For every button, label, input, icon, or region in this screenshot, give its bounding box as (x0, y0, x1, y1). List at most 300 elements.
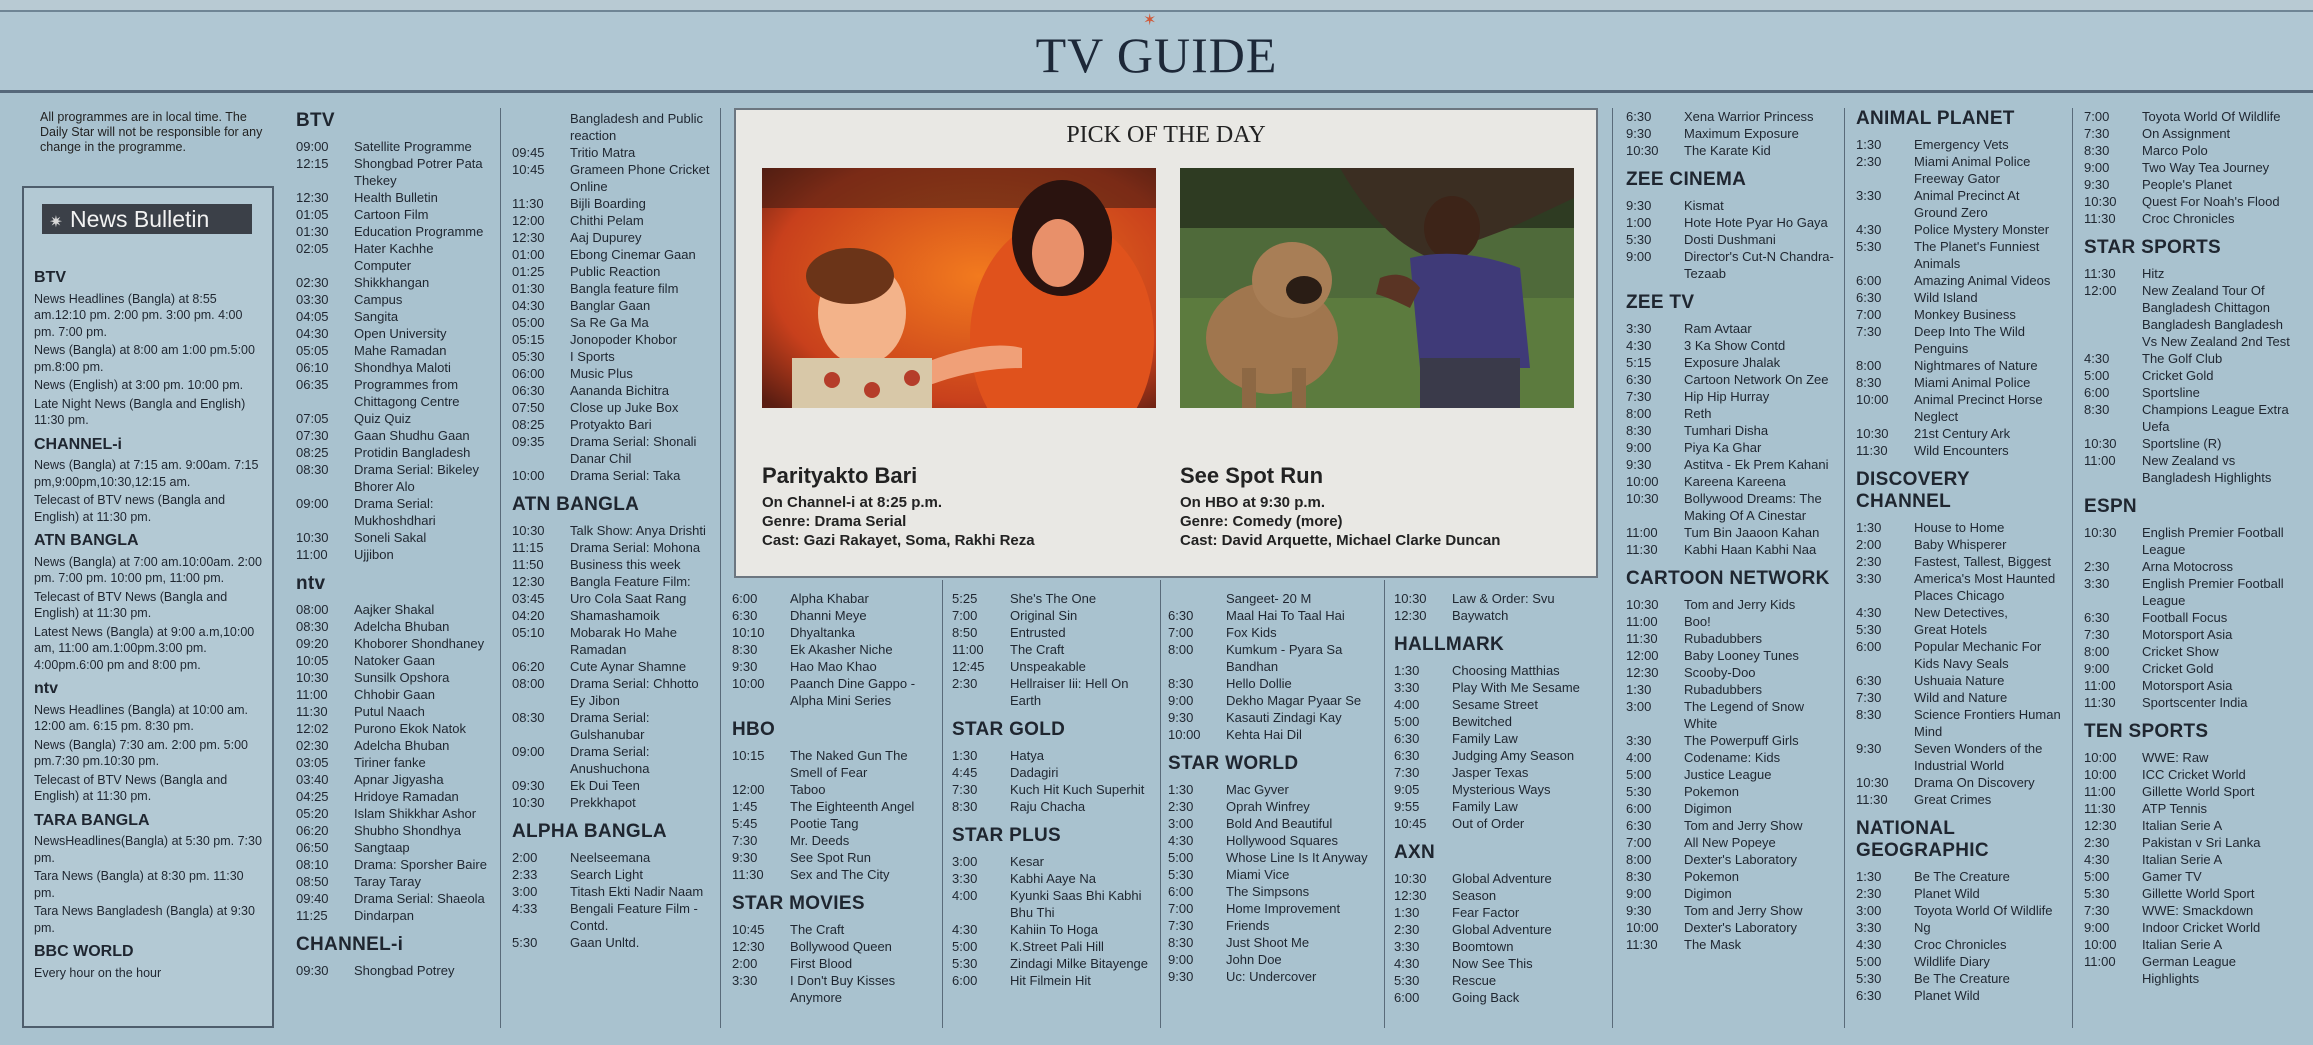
schedule-row (2084, 384, 2294, 401)
show-time: 8:30 (1626, 423, 1652, 438)
schedule-row (296, 652, 490, 669)
show-title: Global Adventure (1452, 922, 1552, 937)
show-time: 5:00 (1856, 954, 1882, 969)
schedule-row (732, 624, 932, 641)
show-title: Sangita (354, 309, 399, 324)
show-title: I Don't Buy Kisses Anymore (790, 973, 896, 1005)
show-title: Close up Juke Box (570, 400, 679, 415)
show-title: Motorsport Asia (2142, 678, 2233, 693)
schedule-row (1626, 125, 1836, 142)
show-time: 6:00 (2084, 385, 2110, 400)
show-time: 8:30 (2084, 143, 2110, 158)
schedule-row (1394, 815, 1604, 832)
show-title: Bollywood Queen (790, 939, 892, 954)
schedule-row (2084, 643, 2294, 660)
schedule-column-5 (1168, 590, 1378, 985)
schedule-row (1856, 323, 2064, 357)
show-time: 11:00 (2084, 678, 2116, 693)
show-time: 9:30 (1168, 969, 1194, 984)
bulletin-station-btv: BTV (34, 269, 66, 286)
bulletin-item: News (Bangla) at 7:15 am. 9:00am. 7:15 pm,9:00pm,10:30,12:15 am. (34, 458, 259, 489)
schedule-row (952, 972, 1152, 989)
schedule-row (1626, 647, 1836, 664)
schedule-row (1626, 834, 1836, 851)
show-time: 10:30 (1856, 426, 1889, 441)
show-title: Protyakto Bari (570, 417, 652, 432)
show-time: 11:00 (2084, 453, 2116, 468)
schedule-row (512, 314, 712, 331)
show-time: 5:00 (1168, 850, 1194, 865)
show-time: 6:30 (1856, 290, 1882, 305)
show-title: Taray Taray (354, 874, 421, 889)
show-title: Sangeet- 20 M (1226, 591, 1312, 606)
show-title: Unspeakable (1010, 659, 1086, 674)
show-time: 08:00 (296, 602, 329, 617)
show-title: Tritio Matra (570, 145, 636, 160)
schedule-row (1626, 354, 1836, 371)
schedule-row (2084, 125, 2294, 142)
show-title: Hridoye Ramadan (354, 789, 459, 804)
show-title: Chhobir Gaan (354, 687, 435, 702)
schedule-row (512, 331, 712, 348)
show-time: 9:00 (2084, 160, 2110, 175)
show-time: 11:00 (2084, 784, 2116, 799)
schedule-row (732, 921, 932, 938)
show-time: 09:35 (512, 434, 545, 449)
schedule-row (512, 900, 712, 934)
show-time: 1:30 (1856, 869, 1882, 884)
show-title: Talk Show: Anya Drishti (570, 523, 706, 538)
schedule-row (2084, 902, 2294, 919)
show-time: 6:30 (1394, 731, 1420, 746)
schedule-row (512, 658, 712, 675)
show-title: Pokemon (1684, 784, 1739, 799)
show-title: Global Adventure (1452, 871, 1552, 886)
show-time: 01:30 (296, 224, 329, 239)
show-time: 8:30 (1168, 676, 1194, 691)
show-time: 10:30 (2084, 194, 2117, 209)
show-title: ATP Tennis (2142, 801, 2208, 816)
show-time: 09:00 (512, 744, 545, 759)
show-title: Two Way Tea Journey (2142, 160, 2270, 175)
show-title: Fastest, Tallest, Biggest (1914, 554, 2052, 569)
schedule-row (2084, 936, 2294, 953)
schedule-row (2084, 800, 2294, 817)
show-title: Xena Warrior Princess (1684, 109, 1814, 124)
show-time: 5:30 (1626, 784, 1652, 799)
show-time: 7:00 (952, 608, 978, 623)
show-time: 10:45 (1394, 816, 1427, 831)
show-time: 09:30 (512, 778, 545, 793)
schedule-row (2084, 677, 2294, 694)
show-title: Toyota World Of Wildlife (1914, 903, 2053, 918)
schedule-column-7 (1626, 108, 1836, 953)
show-time: 7:30 (2084, 126, 2110, 141)
show-time: 11:30 (1856, 792, 1888, 807)
show-title: Croc Chronicles (1914, 937, 2007, 952)
schedule-row (952, 590, 1152, 607)
show-time: 3:00 (1626, 699, 1652, 714)
show-title: Paanch Dine Gappo - Alpha Mini Series (790, 676, 916, 708)
bulletin-item: Tara News Bangladesh (Bangla) at 9:30 pm. (34, 904, 255, 935)
schedule-row (296, 703, 490, 720)
disclaimer: All programmes are in local time. The Daily Star will not be responsible for any change in the programme. (40, 110, 263, 154)
show-time: 4:00 (1394, 697, 1420, 712)
show-time: 05:15 (512, 332, 545, 347)
schedule-row (1626, 197, 1836, 214)
show-title: Public Reaction (570, 264, 661, 279)
schedule-row (2084, 609, 2294, 626)
schedule-row (2084, 783, 2294, 800)
show-title: Tumhari Disha (1684, 423, 1769, 438)
schedule-row (512, 416, 712, 433)
schedule-row (1856, 919, 2064, 936)
schedule-row (296, 359, 490, 376)
schedule-row (512, 556, 712, 573)
schedule-row (952, 675, 1152, 709)
schedule-row (1394, 764, 1604, 781)
show-time: 7:30 (2084, 627, 2110, 642)
schedule-row (1394, 887, 1604, 904)
show-title: Banglar Gaan (570, 298, 651, 313)
show-time: 12:30 (1394, 888, 1427, 903)
show-time: 6:30 (1168, 608, 1194, 623)
show-title: Hellraiser Iii: Hell On Earth (1010, 676, 1129, 708)
schedule-row (296, 342, 490, 359)
schedule-row (296, 890, 490, 907)
show-time: 3:00 (952, 854, 978, 869)
show-title: Baby Looney Tunes (1684, 648, 1799, 663)
show-time: 9:00 (1168, 693, 1194, 708)
schedule-row (1856, 221, 2064, 238)
show-time: 12:45 (952, 659, 985, 674)
show-title: Drama Serial: Gulshanubar (570, 710, 650, 742)
show-title: Chithi Pelam (570, 213, 644, 228)
show-title: Justice League (1684, 767, 1772, 782)
show-title: Kyunki Saas Bhi Kabhi Bhu Thi (1010, 888, 1142, 920)
show-time: 05:10 (512, 625, 545, 640)
show-time: 04:05 (296, 309, 329, 324)
show-time: 03:30 (296, 292, 329, 307)
schedule-row (1626, 885, 1836, 902)
schedule-row (512, 573, 712, 590)
show-title: Out of Order (1452, 816, 1525, 831)
show-title: Ushuaia Nature (1914, 673, 2005, 688)
show-time: 4:30 (1856, 937, 1882, 952)
show-time: 05:05 (296, 343, 329, 358)
show-title: Rubadubbers (1684, 682, 1763, 697)
show-time: 5:30 (512, 935, 538, 950)
schedule-column-4 (952, 590, 1152, 989)
show-time: 5:25 (952, 591, 978, 606)
show-title: Kuch Hit Kuch Superhit (1010, 782, 1145, 797)
show-title: Alpha Khabar (790, 591, 869, 606)
schedule-row (952, 624, 1152, 641)
schedule-row (296, 206, 490, 223)
channel-heading-cartoon-network: CARTOON NETWORK (1626, 568, 1830, 589)
bulletin-station-atn-bangla: ATN BANGLA (34, 532, 139, 549)
show-time: 04:30 (296, 326, 329, 341)
show-time: 04:25 (296, 789, 329, 804)
show-title: Drama Serial: Shaeola (354, 891, 485, 906)
column-divider (1160, 580, 1161, 1028)
show-time: 6:00 (1856, 639, 1882, 654)
show-title: Tum Bin Jaaoon Kahan (1684, 525, 1820, 540)
schedule-row (1168, 815, 1378, 832)
show-time: 09:40 (296, 891, 329, 906)
schedule-row (512, 883, 712, 900)
show-time: 10:00 (1168, 727, 1201, 742)
show-title: Ek Akasher Niche (790, 642, 893, 657)
schedule-row (512, 161, 712, 195)
show-title: Prekkhapot (570, 795, 636, 810)
schedule-row (1856, 238, 2064, 272)
show-title: Tom and Jerry Show (1684, 903, 1803, 918)
schedule-row (1168, 832, 1378, 849)
show-time (512, 110, 570, 144)
schedule-row (1626, 405, 1836, 422)
show-title: Jonopoder Khobor (570, 332, 677, 347)
schedule-row (1168, 675, 1378, 692)
schedule-row (512, 866, 712, 883)
schedule-row (732, 675, 932, 709)
show-title: First Blood (790, 956, 853, 971)
show-title: Adelcha Bhuban (354, 619, 450, 634)
schedule-row (1626, 337, 1836, 354)
show-title: Mysterious Ways (1452, 782, 1551, 797)
show-time: 5:00 (2084, 869, 2110, 884)
schedule-row (1626, 439, 1836, 456)
schedule-row (512, 246, 712, 263)
bulletin-station-bbc-world: BBC WORLD (34, 943, 134, 960)
show-title: Director's Cut-N Chandra-Tezaab (1684, 249, 1834, 281)
news-bulletin-title: News Bulletin (70, 206, 210, 232)
show-title: Baby Whisperer (1914, 537, 2007, 552)
show-time: 7:00 (1626, 835, 1652, 850)
schedule-column-1 (296, 110, 490, 979)
show-title: Drama Serial: Taka (570, 468, 681, 483)
pick-item-title: See Spot Run (1180, 463, 1324, 488)
show-time: 3:30 (1856, 188, 1882, 203)
show-title: Apnar Jigyasha (354, 772, 444, 787)
schedule-row (1856, 868, 2064, 885)
show-title: Soneli Sakal (354, 530, 427, 545)
channel-heading-hbo: HBO (732, 719, 776, 740)
show-time: 3:30 (1626, 321, 1652, 336)
schedule-row (732, 955, 932, 972)
show-time: 10:30 (1394, 871, 1427, 886)
schedule-row (1856, 306, 2064, 323)
show-time: 5:30 (1394, 973, 1420, 988)
channel-heading-alpha-bangla: ALPHA BANGLA (512, 821, 667, 842)
show-time: 11:00 (1626, 614, 1658, 629)
show-time: 9:30 (732, 850, 758, 865)
bulletin-item: Tara News (Bangla) at 8:30 pm. 11:30 pm. (34, 869, 244, 900)
show-time: 9:00 (1168, 952, 1194, 967)
schedule-row (1626, 596, 1836, 613)
schedule-row (1856, 706, 2064, 740)
schedule-row (1856, 621, 2064, 638)
show-time: 02:30 (296, 275, 329, 290)
schedule-column-6 (1394, 590, 1604, 1006)
show-title: Dosti Dushmani (1684, 232, 1776, 247)
show-title: Shongbad Potrer Pata Thekey (354, 156, 483, 188)
show-title: Law & Order: Svu (1452, 591, 1555, 606)
column-divider (942, 580, 943, 1028)
schedule-row (296, 635, 490, 652)
schedule-row (732, 607, 932, 624)
show-time: 10:00 (2084, 750, 2117, 765)
schedule-row (2084, 953, 2294, 987)
pick-item-genre: Genre: Comedy (more) (1180, 513, 1343, 530)
show-title: The Powerpuff Girls (1684, 733, 1799, 748)
show-title: Motorsport Asia (2142, 627, 2233, 642)
schedule-row (952, 887, 1152, 921)
schedule-row (2084, 851, 2294, 868)
channel-heading-star-world: STAR WORLD (1168, 753, 1299, 774)
show-title: Family Law (1452, 731, 1518, 746)
show-time: 3:30 (2084, 576, 2110, 591)
bulletin-item: Telecast of BTV News (Bangla and English) at 11:30 pm. (34, 589, 228, 620)
schedule-column-9 (2084, 108, 2294, 987)
show-time: 1:30 (1856, 520, 1882, 535)
show-title: Hatya (1010, 748, 1044, 763)
schedule-row (512, 794, 712, 811)
show-title: Play With Me Sesame (1452, 680, 1580, 695)
show-title: Gillette World Sport (2142, 886, 2255, 901)
show-title: Kabhi Haan Kabhi Naa (1684, 542, 1817, 557)
schedule-row (1856, 953, 2064, 970)
schedule-row (1626, 749, 1836, 766)
show-title: Reth (1684, 406, 1712, 421)
schedule-row (1856, 672, 2064, 689)
schedule-row (732, 658, 932, 675)
show-title: Hater Kachhe Computer (354, 241, 434, 273)
schedule-row (1394, 590, 1604, 607)
show-title: Wild Island (1914, 290, 1978, 305)
show-title: Bangladesh and Public reaction (570, 111, 703, 143)
bulletin-item: Every hour on the hour (34, 965, 162, 980)
schedule-row (512, 297, 712, 314)
schedule-row (296, 873, 490, 890)
show-title: Zindagi Milke Bitayenge (1010, 956, 1149, 971)
schedule-row (1168, 641, 1378, 675)
show-title: Wild and Nature (1914, 690, 2008, 705)
schedule-row (1394, 921, 1604, 938)
show-title: Piya Ka Ghar (1684, 440, 1762, 455)
column-divider (1844, 108, 1845, 1028)
schedule-row (2084, 193, 2294, 210)
show-title: Wild Encounters (1914, 443, 2009, 458)
schedule-row (952, 607, 1152, 624)
show-time: 10:00 (2084, 767, 2117, 782)
show-title: Cute Aynar Shamne (570, 659, 687, 674)
show-time: 6:00 (1168, 884, 1194, 899)
schedule-row (512, 280, 712, 297)
show-title: Marco Polo (2142, 143, 2208, 158)
show-time: 9:00 (1626, 440, 1652, 455)
show-time: 4:00 (952, 888, 978, 903)
schedule-row (1394, 938, 1604, 955)
schedule-row (1168, 951, 1378, 968)
show-time: 04:20 (512, 608, 545, 623)
show-time: 3:30 (1856, 920, 1882, 935)
show-title: The Karate Kid (1684, 143, 1771, 158)
show-time: 7:30 (1394, 765, 1420, 780)
show-title: Pootie Tang (790, 816, 859, 831)
schedule-row (1168, 590, 1378, 607)
schedule-row (1626, 371, 1836, 388)
show-title: Bangla Feature Film: (570, 574, 691, 589)
schedule-row (2084, 367, 2294, 384)
schedule-row (296, 907, 490, 924)
show-time: 02:30 (296, 738, 329, 753)
show-title: Bengali Feature Film - Contd. (570, 901, 698, 933)
schedule-row (512, 399, 712, 416)
show-time: 4:00 (1626, 750, 1652, 765)
schedule-row (2084, 265, 2294, 282)
show-title: Kahiin To Hoga (1010, 922, 1098, 937)
show-time: 05:30 (512, 349, 545, 364)
schedule-row (2084, 834, 2294, 851)
show-time: 2:00 (1856, 537, 1882, 552)
show-time: 10:45 (512, 162, 545, 177)
schedule-row (2084, 282, 2294, 350)
show-title: Music Plus (570, 366, 633, 381)
show-time: 7:30 (1168, 918, 1194, 933)
show-time: 10:30 (1626, 491, 1659, 506)
show-time: 5:00 (2084, 368, 2110, 383)
show-title: Purono Ekok Natok (354, 721, 467, 736)
show-time: 07:50 (512, 400, 545, 415)
show-title: Open University (354, 326, 447, 341)
show-time: 01:25 (512, 264, 545, 279)
schedule-row (1394, 904, 1604, 921)
schedule-row (512, 467, 712, 484)
schedule-row (1626, 698, 1836, 732)
show-time: 3:00 (1856, 903, 1882, 918)
show-time: 11:30 (1626, 937, 1658, 952)
schedule-row (1626, 851, 1836, 868)
news-bulletin-list (34, 262, 266, 983)
schedule-row (1626, 388, 1836, 405)
show-time: 10:30 (512, 523, 545, 538)
show-time: 12:02 (296, 721, 329, 736)
show-title: Miami Animal Police (1914, 375, 2031, 390)
schedule-row (512, 382, 712, 399)
show-title: Raju Chacha (1010, 799, 1086, 814)
show-time: 10:45 (732, 922, 765, 937)
show-time: 8:50 (952, 625, 978, 640)
show-title: Jasper Texas (1452, 765, 1529, 780)
channel-heading-star-gold: STAR GOLD (952, 719, 1066, 740)
schedule-row (296, 325, 490, 342)
show-time: 1:30 (952, 748, 978, 763)
show-title: Codename: Kids (1684, 750, 1781, 765)
schedule-row (512, 539, 712, 556)
schedule-row (2084, 452, 2294, 486)
show-title: Gaan Unltd. (570, 935, 640, 950)
show-time: 8:30 (2084, 402, 2110, 417)
pick-item-cast: Cast: David Arquette, Michael Clarke Duncan (1180, 532, 1501, 549)
schedule-row (1856, 774, 2064, 791)
show-time: 09:30 (296, 963, 329, 978)
show-title: Drama Serial: Chhotto Ey Jibon (570, 676, 699, 708)
show-title: Dadagiri (1010, 765, 1059, 780)
channel-heading-star-plus: STAR PLUS (952, 825, 1061, 846)
show-title: K.Street Pali Hill (1010, 939, 1104, 954)
show-title: Khoborer Shondhaney (354, 636, 485, 651)
